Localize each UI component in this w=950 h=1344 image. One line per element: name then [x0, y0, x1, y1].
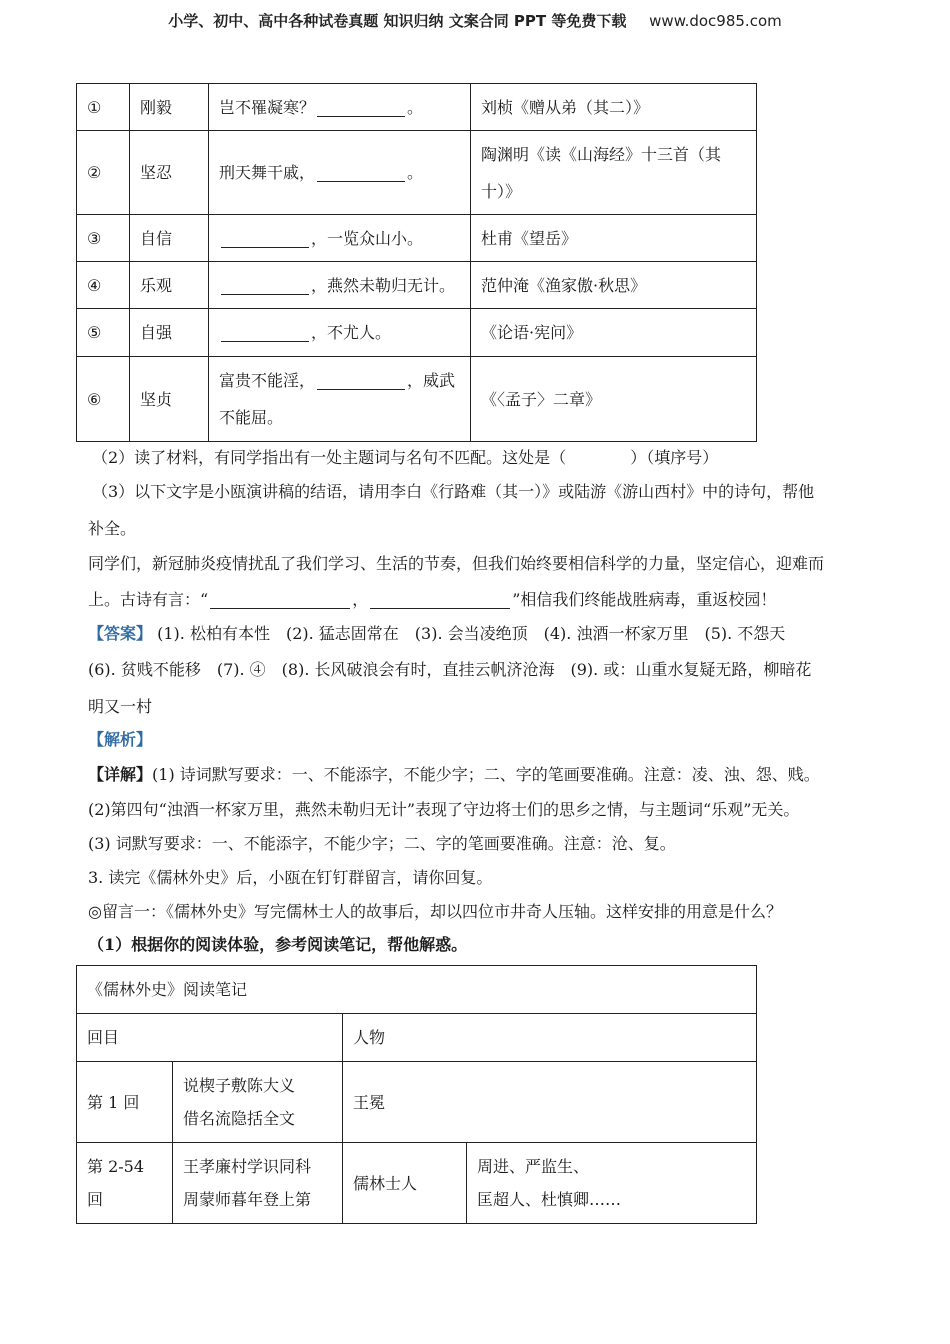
answer-blank[interactable]	[221, 325, 309, 342]
answer-blank[interactable]	[317, 373, 405, 390]
source-cell: 范仲淹《渔家傲·秋思》	[471, 262, 757, 309]
person-cell: 王冕	[343, 1062, 757, 1143]
col-header-chapter: 回目	[77, 1014, 343, 1062]
verse-cell: 富贵不能淫， ，威武 不能屈。	[209, 357, 471, 442]
source-cell: 《〈孟子〉二章》	[471, 357, 757, 442]
table-row	[77, 966, 757, 1014]
source-cell: 《论语·宪问》	[471, 309, 757, 357]
answer-blank[interactable]	[370, 592, 510, 609]
row-number: ③	[77, 215, 130, 262]
answer-blank[interactable]	[317, 100, 405, 117]
table-row	[77, 1143, 757, 1224]
table-row	[77, 309, 757, 357]
source-cell: 杜甫《望岳》	[471, 215, 757, 262]
table-row	[77, 357, 757, 442]
source-cell: 陶渊明《读《山海经》十三首（其 十）》	[471, 131, 757, 215]
verse-cell: ，不尤人。	[209, 309, 471, 357]
detail-tag: 【详解】	[88, 765, 153, 784]
answer-blank[interactable]	[210, 592, 350, 609]
chapter-number: 第 2-54 回	[77, 1143, 173, 1224]
theme-word: 自信	[130, 215, 209, 262]
poem-table	[76, 83, 757, 442]
question-2: （2）读了材料，有同学指出有一处主题词与名句不匹配。这处是（ ）（填序号）	[92, 448, 719, 467]
answer-blank[interactable]	[317, 165, 405, 182]
theme-word: 坚贞	[130, 357, 209, 442]
source-cell: 刘桢《赠从弟（其二）》	[471, 84, 757, 131]
chapter-number: 第 1 回	[77, 1062, 173, 1143]
message-one: ◎留言一：《儒林外史》写完儒林士人的故事后，却以四位市井奇人压轴。这样安排的用意是什么？	[88, 902, 782, 921]
chapter-title: 王孝廉村学识同科 周蒙师暮年登上第	[173, 1143, 343, 1224]
analysis-line1: 【详解】(1) 诗词默写要求：一、不能添字，不能少字；二、字的笔画要准确。注意：凌、浊、怨、贱。	[88, 765, 820, 784]
analysis-tag: 【解析】	[88, 730, 153, 749]
table-row	[77, 1014, 757, 1062]
theme-word: 刚毅	[130, 84, 209, 131]
answer-blank[interactable]	[221, 231, 309, 248]
speech-line2: 上。古诗有言：“ ， ”相信我们终能战胜病毒，重返校园！	[88, 590, 777, 609]
names-cell: 周进、严监生、 匡超人、杜慎卿……	[467, 1143, 757, 1224]
row-number: ②	[77, 131, 130, 215]
answer-blank[interactable]	[221, 278, 309, 295]
answer-line3: 明又一村	[88, 697, 153, 716]
page-header	[0, 10, 950, 31]
notes-title: 《儒林外史》阅读笔记	[77, 966, 757, 1014]
table-row	[77, 84, 757, 131]
header-site: www.doc985.com	[649, 12, 782, 30]
verse-cell: ，一览众山小。	[209, 215, 471, 262]
verse-cell: 刑天舞干戚， 。	[209, 131, 471, 215]
verse-cell: 岂不罹凝寒？ 。	[209, 84, 471, 131]
row-number: ①	[77, 84, 130, 131]
question-three-title: 3. 读完《儒林外史》后，小瓯在钉钉群留言，请你回复。	[88, 868, 493, 887]
answer-line2: (6). 贫贱不能移 (7). ④ (8). 长风破浪会有时，直挂云帆济沧海 (9). 或：山重水复疑无路，柳暗花	[88, 660, 812, 679]
table-row	[77, 262, 757, 309]
header-title: 小学、初中、高中各种试卷真题 知识归纳 文案合同 PPT 等免费下载	[168, 12, 627, 30]
row-number: ⑤	[77, 309, 130, 357]
speech-line1: 同学们，新冠肺炎疫情扰乱了我们学习、生活的节奏，但我们始终要相信科学的力量，坚定信心，迎难而	[88, 554, 825, 573]
row-number: ⑥	[77, 357, 130, 442]
table-row	[77, 131, 757, 215]
verse-cell: ，燕然未勒归无计。	[209, 262, 471, 309]
row-number: ④	[77, 262, 130, 309]
theme-word: 自强	[130, 309, 209, 357]
table-row	[77, 1062, 757, 1143]
answer-line1: 【答案】 (1). 松柏有本性 (2). 猛志固常在 (3). 会当凌绝顶 (4). 浊酒一杯家万里 (5). 不怨天	[88, 624, 786, 643]
table-row	[77, 215, 757, 262]
reading-notes-table	[76, 965, 757, 1224]
analysis-line2: (2)第四句“浊酒一杯家万里，燕然未勒归无计”表现了守边将士们的思乡之情，与主题词“乐观”无关。	[88, 800, 800, 819]
question-3-line1: （3）以下文字是小瓯演讲稿的结语，请用李白《行路难（其一）》或陆游《游山西村》中的诗句，帮他	[92, 482, 815, 501]
question-3-line2: 补全。	[88, 519, 137, 538]
question-three-sub1: （1）根据你的阅读体验，参考阅读笔记，帮他解惑。	[88, 935, 468, 954]
analysis-line3: (3) 词默写要求：一、不能添字，不能少字；二、字的笔画要准确。注意：沧、复。	[88, 834, 676, 853]
chapter-title: 说楔子敷陈大义 借名流隐括全文	[173, 1062, 343, 1143]
theme-word: 坚忍	[130, 131, 209, 215]
theme-word: 乐观	[130, 262, 209, 309]
col-header-person: 人物	[343, 1014, 757, 1062]
answer-tag: 【答案】	[88, 624, 153, 643]
person-cell: 儒林士人	[343, 1143, 467, 1224]
